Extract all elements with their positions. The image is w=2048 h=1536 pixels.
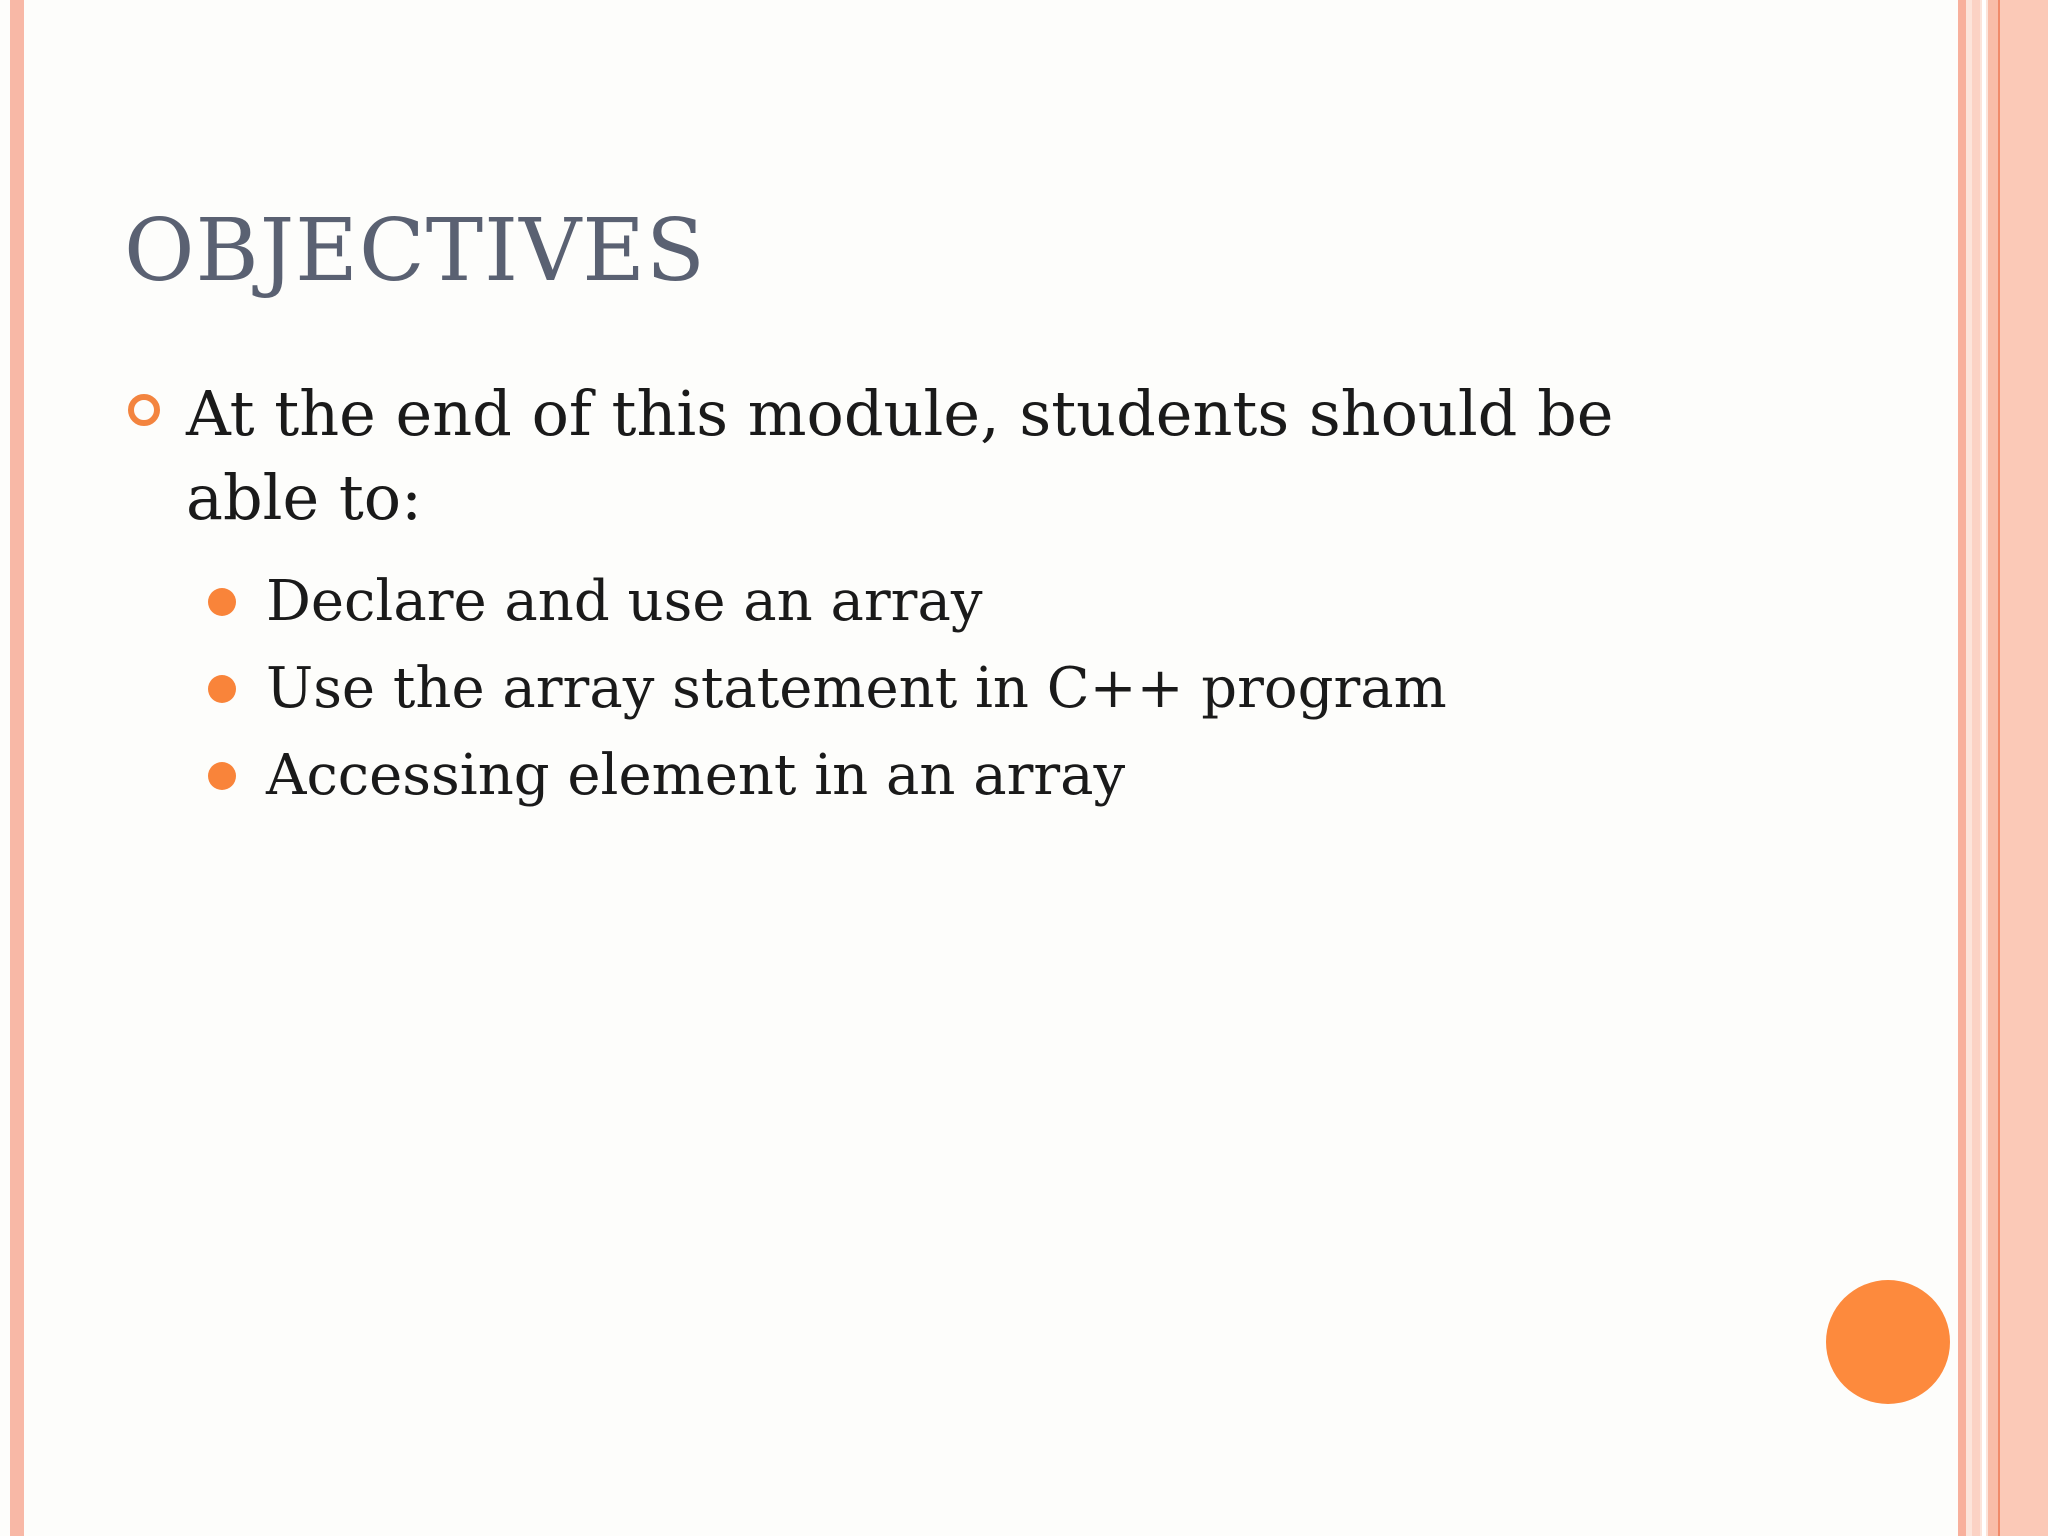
bullet-item-intro	[124, 372, 1684, 540]
objective-item	[124, 558, 1684, 645]
left-border-stripe	[10, 0, 24, 1536]
objective-text: Accessing element in an array	[266, 743, 1126, 808]
ring-bullet-icon	[128, 394, 160, 426]
right-border-stripe	[2000, 0, 2048, 1536]
right-border-stripe	[1988, 0, 1998, 1536]
objective-text: Use the array statement in C++ program	[266, 656, 1447, 721]
dot-bullet-icon	[208, 588, 236, 616]
objective-text: Declare and use an array	[266, 569, 983, 634]
right-border-stripe	[1958, 0, 1966, 1536]
slide-title: OBJECTIVES	[124, 201, 706, 301]
right-border-stripe	[1982, 0, 1986, 1536]
right-border-stripe	[1972, 0, 1980, 1536]
objective-item	[124, 645, 1684, 732]
intro-text: At the end of this module, students should be able to:	[186, 377, 1614, 534]
dot-bullet-icon	[208, 762, 236, 790]
orange-circle-decoration	[1826, 1280, 1950, 1404]
objective-item	[124, 732, 1684, 819]
dot-bullet-icon	[208, 675, 236, 703]
objectives-list	[124, 558, 1684, 819]
slide-content	[124, 372, 1684, 819]
